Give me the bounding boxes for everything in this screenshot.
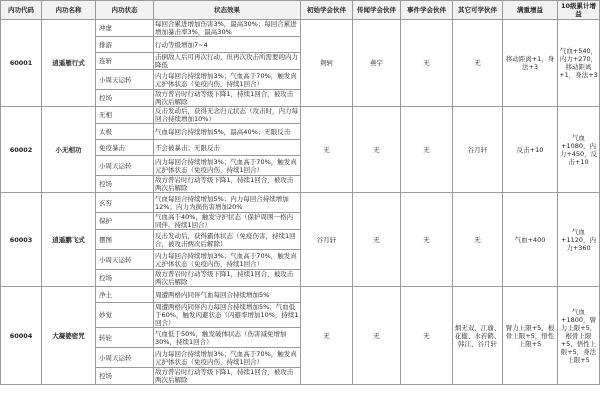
skill-name: 逍遥雁行式: [42, 20, 96, 107]
state-effect: 敌方普岩时行动等级下降1，持续1回合，被攻击两次后解除: [154, 270, 301, 287]
rumor-partner: 无: [353, 107, 401, 193]
state-effect: 气血每回合持续增加5%，最高40%；无限反击: [154, 124, 301, 140]
state-effect: 周遭两格内同伴内力每回合持续增加5%；气血低于60%，触发闪避状态（闪避率增加10%，持续1回合）: [155, 303, 299, 327]
col-header-event: 事件学会伙伴: [401, 1, 453, 20]
state-name: 保护: [96, 213, 154, 230]
state-name: 摆图: [96, 230, 154, 250]
state-name: 妙觉: [96, 303, 154, 328]
skill-code: 60003: [1, 193, 42, 287]
other-partner: 烟无双、江瑜、花楹、水若鹤、韩江、谷月轩: [453, 287, 503, 385]
col-header-rumor: 传闻学会伙伴: [353, 1, 401, 20]
state-effect: 每回合累进增加伤害3%，最高30%；每回合累进增加暴击率3%，最高30%: [154, 20, 301, 37]
state-name: 小周天运转: [96, 156, 154, 176]
skill-code: 60001: [1, 20, 42, 107]
other-partner: 谷月轩: [453, 107, 503, 193]
state-effect: 内力每回合持续增加3%；气血高于70%，触发真元护体状态（免疫内伤，持续1回合）: [154, 348, 301, 368]
skill-name: 逍遥鹏飞式: [42, 193, 96, 287]
rumor-partner: 燕宇: [353, 20, 401, 107]
state-name: 控场: [96, 270, 154, 287]
state-name: 免疫暴击: [96, 140, 154, 156]
total-bonus: 气血+1120，内力+360: [558, 193, 600, 287]
table-row: [1, 107, 600, 124]
state-name: 控场: [96, 368, 154, 385]
event-partner: 无: [401, 107, 453, 193]
state-name: 控场: [96, 176, 154, 193]
state-effect: 内力每回合持续增加3%；气血高于70%，触发真元护体状态（免疫内伤，持续1回合）: [154, 250, 301, 270]
state-name: 转轮: [96, 328, 154, 348]
state-effect: 气血低于50%，触发破体状态（伤害减免增加30%，持续1回合）: [154, 328, 301, 348]
state-effect: 不会被暴击；无限反击: [154, 140, 301, 156]
other-partner: 无: [453, 20, 503, 107]
state-name: 无相: [96, 107, 154, 124]
event-partner: 无: [401, 20, 453, 107]
event-partner: 无: [401, 287, 453, 385]
state-effect: 气血高于40%，触发守护状态（保护周围一格内同伴，持续1回合）: [154, 213, 301, 230]
state-effect: 敌方普岩时行动等级下降1，持续1回合，被攻击两次后解除: [154, 368, 301, 385]
table-row: [1, 20, 600, 37]
state-name: 玄穷: [96, 193, 154, 213]
col-header-code: 内功代码: [1, 1, 42, 20]
full-bonus: 反击+10: [503, 107, 558, 193]
total-bonus: 气血+1080，内力+450，反击+10: [558, 107, 600, 193]
rumor-partner: 无: [353, 287, 401, 385]
state-effect: 内力每回合持续增加3%；气血高于70%，触发真元护体状态（免疫内伤，持续1回合）: [154, 156, 301, 176]
state-effect: 气血每回合持续增加5%；内力每回合持续增加12%；内力为损伤害增加20%: [154, 193, 301, 213]
full-bonus: 气血+400: [503, 193, 558, 287]
state-effect: 反击发动后，获得霸体状态（免疫伤害，持续1回合，被攻击两次后解除）: [154, 230, 301, 250]
initial-partner: 荆轲: [301, 20, 353, 107]
full-bonus: 移动距离+1，身法+3: [503, 20, 558, 107]
state-effect: 行动等级增加7~4: [154, 37, 301, 53]
skill-name: 小无相功: [42, 107, 96, 193]
other-partner: 无: [453, 193, 503, 287]
state-name: 冲虚: [96, 20, 154, 37]
initial-partner: 无: [301, 107, 353, 193]
skill-code: 60002: [1, 107, 42, 193]
col-header-total: 10级累计增益: [558, 1, 600, 20]
col-header-state: 内功状态: [96, 1, 154, 20]
initial-partner: 无: [301, 287, 353, 385]
state-name: 净土: [96, 287, 154, 303]
state-name: 控场: [96, 90, 154, 107]
event-partner: 无: [401, 193, 453, 287]
state-name: 连斩: [96, 53, 154, 70]
table-row: [1, 287, 600, 303]
col-header-effect: 状态效果: [154, 1, 301, 20]
total-bonus: 气血+1800，臂力上限+5，根骨上限+5，悟性上限+5，身法上限+5: [558, 287, 600, 385]
rumor-partner: 无: [353, 193, 401, 287]
initial-partner: 谷月轩: [301, 193, 353, 287]
full-bonus: 臂力上限+5，根骨上限+5，悟性上限+5: [503, 287, 558, 385]
col-header-full: 满重增益: [503, 1, 558, 20]
state-name: 小周天运转: [96, 250, 154, 270]
state-effect: 敌方普岩时行动等级下降1，持续1回合，被攻击两次后解除: [154, 90, 301, 107]
state-name: 小周天运转: [96, 70, 154, 90]
state-effect: 周遭两格内同伴气血每回合持续增加5%: [154, 287, 301, 303]
state-name: 太极: [96, 124, 154, 140]
col-header-name: 内功名称: [42, 1, 96, 20]
skill-name: 大凝婆密咒: [42, 287, 96, 385]
col-header-other: 其它可学伙伴: [453, 1, 503, 20]
state-name: 排游: [96, 37, 154, 53]
table-row: [1, 193, 600, 213]
header-row: [1, 1, 600, 20]
state-name: 小周天运转: [96, 348, 154, 368]
total-bonus: 气血+540，内力+270，移动距离+1，身法+3: [558, 20, 600, 107]
state-effect: 内力每回合持续增加3%；气血高于70%，触发真元护体状态（免疫内伤，持续1回合）: [154, 70, 301, 90]
state-effect: 敌方普岩时行动等级下降1，持续1回合，被攻击两次后解除: [154, 176, 301, 193]
col-header-initial: 初始学会伙伴: [301, 1, 353, 20]
state-effect: 反击发动后，获得无念归元状态（攻击时，内力每回合持续增加10%）: [154, 107, 301, 124]
state-effect: 击倒敌人后可再次行动，但再次攻击所需要的内力降低: [154, 53, 301, 70]
skill-code: 60004: [1, 287, 42, 385]
